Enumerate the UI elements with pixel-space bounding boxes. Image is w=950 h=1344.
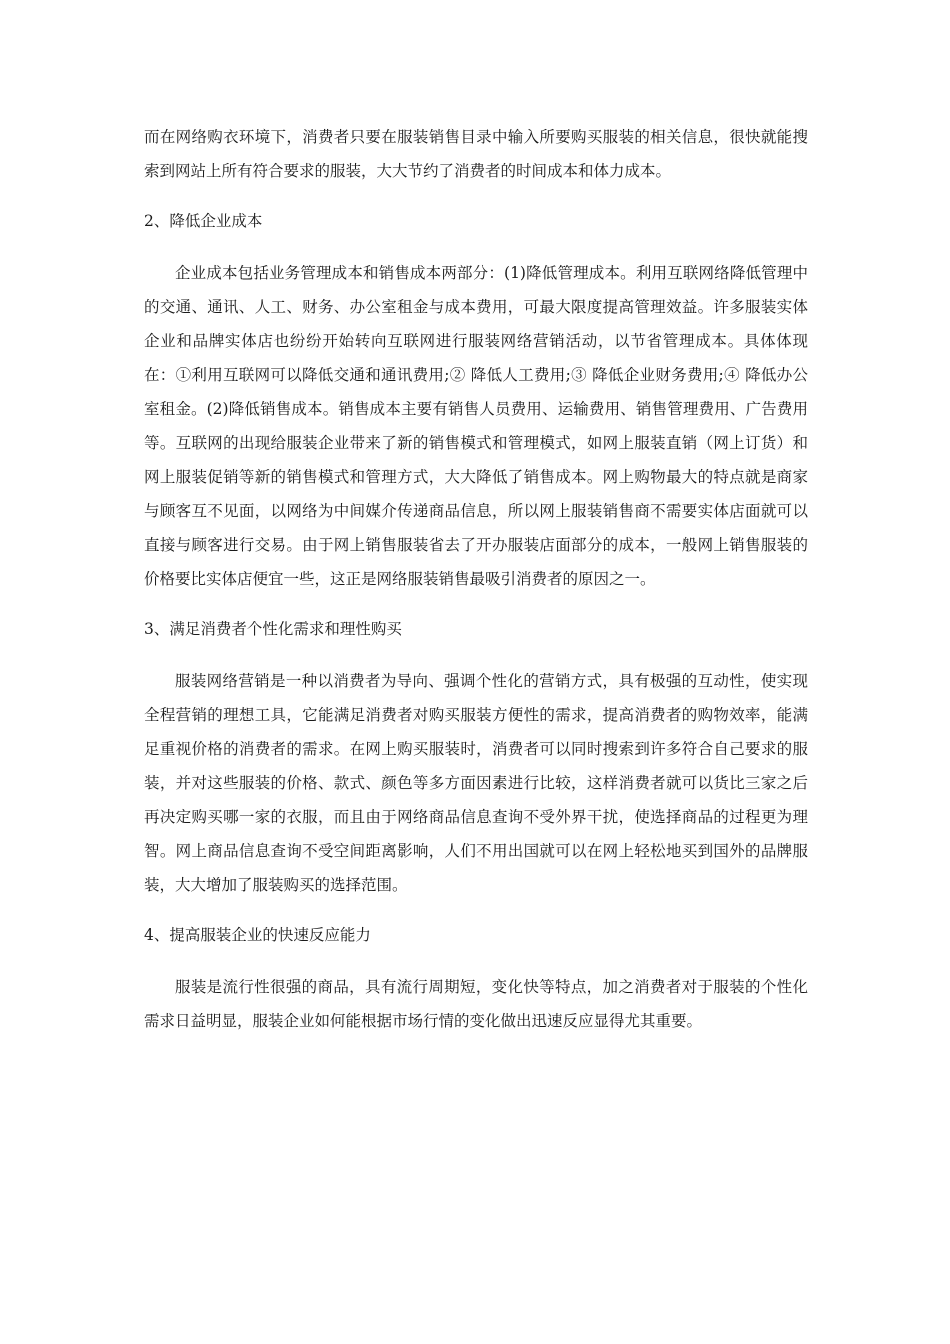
- document-page: [144, 120, 808, 1038]
- section-body-2: 企业成本包括业务管理成本和销售成本两部分：(1)降低管理成本。利用互联网络降低管理中的交通、通讯、人工、财务、办公室租金与成本费用，可最大限度提高管理效益。许多服装实体企业和品牌实体店也纷纷开始转向互联网进行服装网络营销活动，以节省管理成本。具体体现在：①利用互联网可以降低交通和通讯费用;② 降低人工费用;③ 降低企业财务费用;④ 降低办公室租金。(2)降低销售成本。销售成本主要有销售人员费用、运输费用、销售管理费用、广告费用等。互联网的出现给服装企业带来了新的销售模式和管理模式，如网上服装直销（网上订货）和网上服装促销等新的销售模式和管理方式，大大降低了销售成本。网上购物最大的特点就是商家与顾客互不见面，以网络为中间媒介传递商品信息，所以网上服装销售商不需要实体店面就可以直接与顾客进行交易。由于网上销售服装省去了开办服装店面部分的成本，一般网上销售服装的价格要比实体店便宜一些，这正是网络服装销售最吸引消费者的原因之一。: [144, 264, 808, 588]
- section-body-4: 服装是流行性很强的商品，具有流行周期短，变化快等特点，加之消费者对于服装的个性化需求日益明显，服装企业如何能根据市场行情的变化做出迅速反应显得尤其重要。: [144, 978, 808, 1030]
- section-heading-4: 4、提高服装企业的快速反应能力: [144, 926, 371, 944]
- intro-paragraph: 而在网络购衣环境下，消费者只要在服装销售目录中输入所要购买服装的相关信息，很快就能搜索到网站上所有符合要求的服装，大大节约了消费者的时间成本和体力成本。: [144, 128, 808, 180]
- section-heading-2: 2、降低企业成本: [144, 212, 263, 230]
- section-body-3: 服装网络营销是一种以消费者为导向、强调个性化的营销方式，具有极强的互动性，使实现全程营销的理想工具，它能满足消费者对购买服装方便性的需求，提高消费者的购物效率，能满足重视价格的消费者的需求。在网上购买服装时，消费者可以同时搜索到许多符合自己要求的服装，并对这些服装的价格、款式、颜色等多方面因素进行比较，这样消费者就可以货比三家之后再决定购买哪一家的衣服，而且由于网络商品信息查询不受外界干扰，使选择商品的过程更为理智。网上商品信息查询不受空间距离影响，人们不用出国就可以在网上轻松地买到国外的品牌服装，大大增加了服装购买的选择范围。: [144, 672, 808, 894]
- section-heading-3: 3、满足消费者个性化需求和理性购买: [144, 620, 402, 638]
